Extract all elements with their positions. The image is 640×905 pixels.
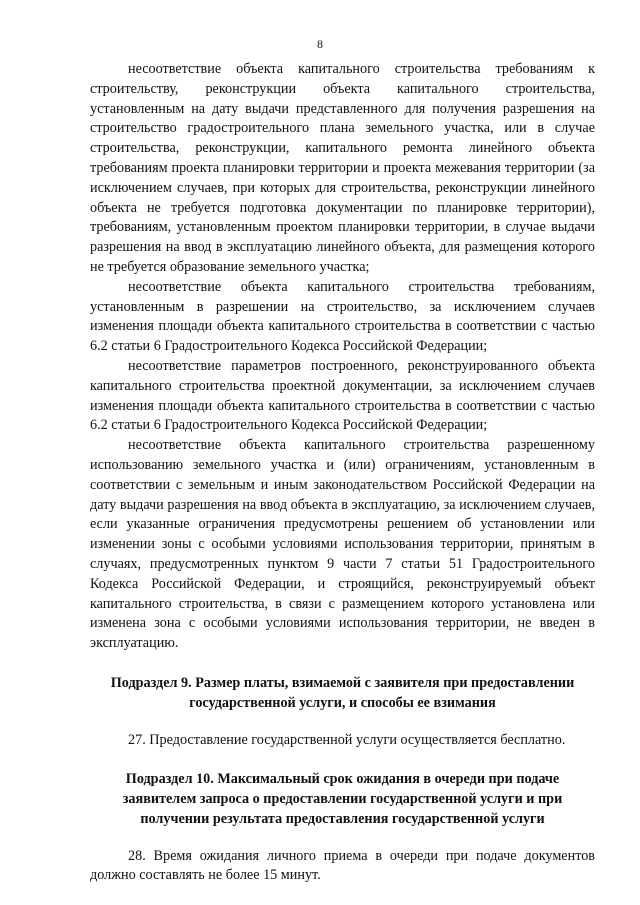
paragraph-noncompliance-requirements: несоответствие объекта капитального строительства требованиям к строительству, реконструкции объекта капитального строительства, установленным на дату выдачи представленного для получения разрешения на строительство градостроительного плана земельного участка, или в случае строительства, реконструкции, капитального ремонта линейного объекта требованиям проекта планировки территории и проекта межевания территории (за исключением случаев, при которых для строительства, реконструкции линейного объекта не требуется подготовка документации по планировке территории), требованиям, установленным проектом планировки территории, в случае выдачи разрешения на ввод в эксплуатацию линейного объекта, для размещения которого не требуется образование земельного участка;: [90, 61, 595, 275]
paragraph-noncompliance-land-use: несоответствие объекта капитального строительства разрешенному использованию земельного участка и (или) ограничениям, установленным в соответствии с земельным и иным законодательством Российской Федерации на дату выдачи разрешения на ввод объекта в эксплуатацию, за исключением случаев, если указанные ограничения предусмотрены решением об установлении или изменении зоны с особыми условиями использования территории, принятым в случаях, предусмотренных пунктом 9 части 7 статьи 51 Градостроительного Кодекса Российской Федерации, и строящийся, реконструируемый объект капитального строительства, в связи с размещением которого установлена или изменена зона с особыми условиями использования территории, не введен в эксплуатацию.: [90, 437, 595, 652]
paragraph-noncompliance-permit: несоответствие объекта капитального строительства требованиям, установленным в разрешении на строительство, за исключением случаев изменения площади объекта капитального строительства в соответствии с частью 6.2 статьи 6 Градостроительного Кодекса Российской Федерации;: [90, 278, 595, 355]
subsection-9-heading: Подраздел 9. Размер платы, взимаемой с заявителя при предоставлении государственной услуги, и способы ее взимания: [110, 674, 575, 711]
paragraph-28: 28. Время ожидания личного приема в очереди при подаче документов должно составлять не более 15 минут.: [90, 847, 595, 884]
subsection-10-heading: Подраздел 10. Максимальный срок ожидания в очереди при подаче заявителем запроса о предоставлении государственной услуги и при получении результата предоставления государственной услуги: [122, 771, 563, 827]
paragraph-27: 27. Предоставление государственной услуги осуществляется бесплатно.: [128, 731, 566, 748]
page-number: 8: [317, 37, 323, 51]
paragraph-noncompliance-parameters: несоответствие параметров построенного, реконструированного объекта капитального строительства проектной документации, за исключением случаев изменения площади объекта капитального строительства в соответствии с частью 6.2 статьи 6 Градостроительного Кодекса Российской Федерации;: [90, 357, 595, 434]
document-body: [90, 60, 595, 886]
